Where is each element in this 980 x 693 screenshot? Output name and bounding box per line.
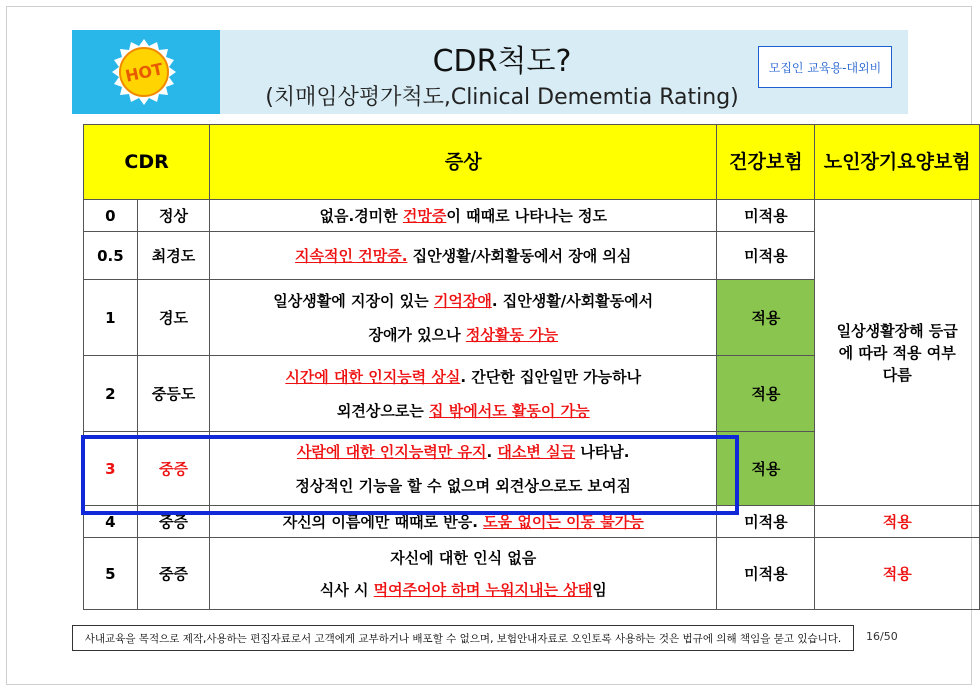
symptom-highlight: 시간에 대한 인지능력 상실 [285, 367, 461, 386]
symptom-text: 임 [592, 580, 607, 599]
symptom-highlight: 사람에 대한 인지능력만 유지 [296, 442, 487, 461]
symptom-cell [210, 506, 717, 538]
health-insurance-cell: 적용 [717, 280, 815, 356]
symptom-text: 나타남. [575, 442, 630, 461]
table-header-row [84, 125, 980, 200]
symptom-highlight: 집 밖에서도 활동이 가능 [429, 401, 590, 420]
table-row [84, 200, 980, 232]
symptom-text: . 집안생활/사회활동에서 [491, 291, 654, 310]
ltc-insurance-cell: 적용 [815, 538, 980, 610]
confidential-badge: 모집인 교육용-대외비 [758, 46, 892, 88]
cdr-stage: 중증 [137, 506, 209, 538]
symptom-highlight: 지속적인 건망증. [295, 246, 408, 265]
cdr-stage: 경도 [137, 280, 209, 356]
slide-header [72, 30, 908, 114]
symptom-text: 이 때때로 나타나는 정도 [446, 206, 607, 225]
cdr-score: 1 [84, 280, 138, 356]
symptom-cell [210, 538, 717, 610]
health-insurance-cell: 미적용 [717, 538, 815, 610]
symptom-text: 집안생활/사회활동에서 장애 의심 [407, 246, 632, 265]
symptom-highlight: 건망증 [402, 206, 447, 225]
cdr-stage: 중증 [137, 432, 209, 506]
cdr-stage: 정상 [137, 200, 209, 232]
cdr-score: 2 [84, 356, 138, 432]
symptom-highlight: 정상활동 가능 [465, 325, 559, 344]
health-insurance-cell: 미적용 [717, 200, 815, 232]
symptom-highlight: 도움 없이는 이동 불가능 [483, 512, 644, 531]
table-row [84, 538, 980, 610]
symptom-text: . 간단한 집안일만 가능하나 [460, 367, 642, 386]
cdr-stage: 중증 [137, 538, 209, 610]
header-cdr: CDR [84, 125, 210, 200]
symptom-cell [210, 232, 717, 280]
cdr-table [83, 124, 980, 610]
page-subtitle: (치매임상평가척도,Clinical Dememtia Rating) [265, 85, 739, 110]
page-title: CDR척도? [432, 44, 572, 79]
symptom-cell [210, 356, 717, 432]
hot-panel [72, 30, 220, 114]
symptom-text: 일상생활에 지장이 있는 [273, 291, 434, 310]
header-health-insurance: 건강보험 [717, 125, 815, 200]
ltc-insurance-cell: 적용 [815, 506, 980, 538]
health-insurance-cell: 미적용 [717, 506, 815, 538]
symptom-text: 정상적인 기능을 할 수 없으며 외견상으로도 보여짐 [295, 476, 632, 495]
symptom-cell [210, 280, 717, 356]
symptom-text: 외견상으로는 [336, 401, 430, 420]
table-row [84, 506, 980, 538]
page-number: 16/50 [866, 630, 898, 643]
symptom-text: 없음.경미한 [319, 206, 403, 225]
header-symptom: 증상 [210, 125, 717, 200]
cdr-score: 4 [84, 506, 138, 538]
cdr-stage: 중등도 [137, 356, 209, 432]
symptom-highlight: 먹여주어야 하며 누워지내는 상태 [373, 580, 593, 599]
symptom-text: . [486, 442, 498, 461]
symptom-cell [210, 432, 717, 506]
hot-label: HOT [123, 59, 165, 86]
hot-badge-icon [110, 38, 178, 106]
health-insurance-cell: 미적용 [717, 232, 815, 280]
symptom-text: 자신의 이름에만 때때로 반응. [282, 512, 484, 531]
symptom-highlight: 대소변 실금 [497, 442, 576, 461]
health-insurance-cell: 적용 [717, 432, 815, 506]
health-insurance-cell: 적용 [717, 356, 815, 432]
cdr-score: 0.5 [84, 232, 138, 280]
symptom-text: 식사 시 [319, 580, 374, 599]
symptom-text: 자신에 대한 인식 없음 [390, 548, 537, 567]
header-ltc-insurance: 노인장기요양보험 [815, 125, 980, 200]
symptom-highlight: 기억장애 [433, 291, 492, 310]
cdr-score: 5 [84, 538, 138, 610]
footer-notice: 사내교육을 목적으로 제작,사용하는 편집자료로서 고객에게 교부하거나 배포할 수 없으며, 보험안내자료로 오인토록 사용하는 것은 법규에 의해 책임을 묻고 있습니다. [72, 625, 854, 651]
cdr-score: 0 [84, 200, 138, 232]
symptom-cell [210, 200, 717, 232]
cdr-stage: 최경도 [137, 232, 209, 280]
symptom-text: 장애가 있으나 [368, 325, 466, 344]
ltc-merged-cell: 일상생활장해 등급에 따라 적용 여부 다름 [815, 200, 980, 506]
cdr-score: 3 [84, 432, 138, 506]
